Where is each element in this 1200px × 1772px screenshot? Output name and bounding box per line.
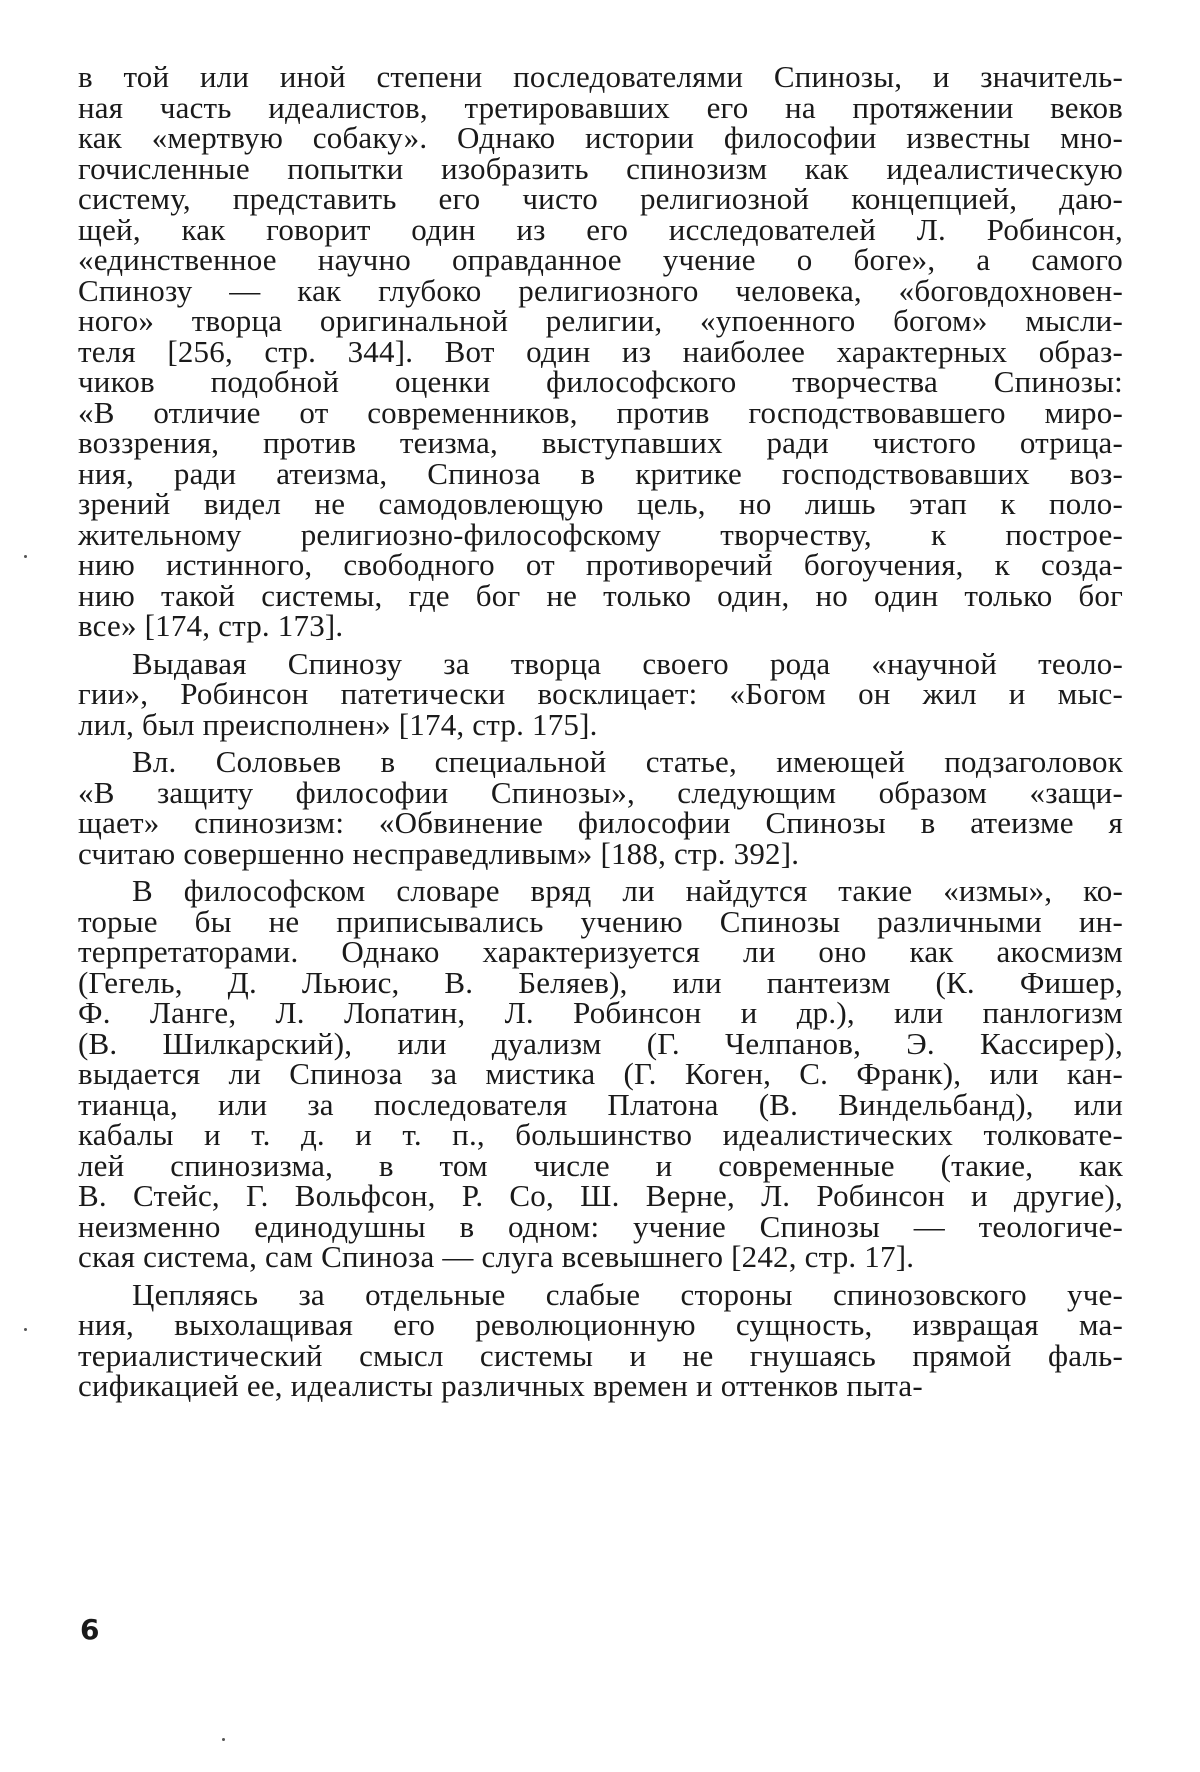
text-line: нию истинного, свободного от противоречий богоучения, к созда- xyxy=(78,547,1123,582)
text-line: «единственное научно оправданное учение о боге», а самого xyxy=(78,242,1123,277)
text-line: териалистический смысл системы и не гнушаясь прямой фаль- xyxy=(78,1337,1123,1373)
text-line: Вл. Соловьев в специальной статье, имеющей подзаголовок xyxy=(132,744,1123,779)
text-line: теля [256, стр. 344]. Вот один из наиболее характерных образ- xyxy=(78,333,1123,369)
text-line: щей, как говорит один из его исследователей Л. Робинсон, xyxy=(78,211,1123,247)
text-line: Спинозу — как глубоко религиозного человека, «боговдохновен- xyxy=(78,272,1123,308)
text-line: ного» творца оригинальной религии, «упоенного богом» мысли- xyxy=(78,303,1123,338)
text-line: В. Стейс, Г. Вольфсон, Р. Со, Ш. Верне, Л. Робинсон и другие), xyxy=(78,1178,1123,1213)
print-speck xyxy=(24,555,27,558)
text-line: лил, был преисполнен» [174, стр. 175]. xyxy=(78,706,598,742)
text-line: сификацией ее, идеалисты различных времен и оттенков пыта- xyxy=(78,1368,923,1403)
text-line: В философском словаре вряд ли найдутся такие «измы», ко- xyxy=(132,873,1123,908)
text-line: считаю совершенно несправедливым» [188, стр. 392]. xyxy=(78,835,800,871)
paragraph xyxy=(78,59,1123,643)
text-line: жительному религиозно-философскому творчеству, к построе- xyxy=(78,516,1123,552)
text-line: гии», Робинсон патетически восклицает: «Богом он жил и мыс- xyxy=(78,676,1123,711)
text-line: ская система, сам Спиноза — слуга всевышнего [242, стр. 17]. xyxy=(78,1239,915,1274)
text-line: все» [174, стр. 173]. xyxy=(78,608,344,643)
text-line: ния, выхолащивая его революционную сущность, извращая ма- xyxy=(78,1307,1123,1342)
text-line: систему, представить его чисто религиозной концепцией, даю- xyxy=(78,181,1123,216)
paragraph xyxy=(78,873,1123,1274)
page-number: 6 xyxy=(80,1613,100,1646)
text-line: воззрения, против теизма, выступавших ради чистого отрица- xyxy=(78,425,1123,460)
text-line: чиков подобной оценки философского творчества Спинозы: xyxy=(78,364,1123,399)
paragraph xyxy=(78,1276,1123,1403)
print-speck xyxy=(222,1738,225,1741)
text-line: в той или иной степени последователями Спинозы, и значитель- xyxy=(78,59,1123,94)
text-line: нию такой системы, где бог не только один, но один только бог xyxy=(78,577,1123,613)
text-line: торые бы не приписывались учению Спинозы различными ин- xyxy=(78,903,1123,939)
text-line: Ф. Ланге, Л. Лопатин, Л. Робинсон и др.), или панлогизм xyxy=(78,995,1123,1030)
text-line: (Гегель, Д. Льюис, В. Беляев), или пантеизм (К. Фишер, xyxy=(78,964,1123,1000)
text-line: выдается ли Спиноза за мистика (Г. Коген, С. Франк), или кан- xyxy=(78,1056,1123,1091)
paragraph xyxy=(78,645,1123,742)
text-line: лей спинозизма, в том числе и современные (такие, как xyxy=(78,1147,1123,1183)
text-line: «В отличие от современников, против господствовавшего миро- xyxy=(78,394,1123,430)
text-line: щает» спинозизм: «Обвинение философии Спинозы в атеизме я xyxy=(78,805,1123,840)
text-line: зрений видел не самодовлеющую цель, но лишь этап к поло- xyxy=(78,486,1123,521)
text-line: как «мертвую собаку». Однако истории философии известны мно- xyxy=(78,120,1123,155)
text-line: Выдавая Спинозу за творца своего рода «научной теоло- xyxy=(132,645,1123,681)
text-line: ная часть идеалистов, третировавших его на протяжении веков xyxy=(78,89,1123,125)
text-line: кабалы и т. д. и т. п., большинство идеалистических толковате- xyxy=(78,1117,1123,1152)
text-line: гочисленные попытки изобразить спинозизм как идеалистическую xyxy=(78,150,1123,186)
text-line: Цепляясь за отдельные слабые стороны спинозовского уче- xyxy=(132,1276,1123,1312)
text-line: неизменно единодушны в одном: учение Спинозы — теологиче- xyxy=(78,1208,1123,1244)
text-line: «В защиту философии Спинозы», следующим образом «защи- xyxy=(78,774,1123,810)
text-line: тианца, или за последователя Платона (В. Виндельбанд), или xyxy=(78,1086,1123,1122)
page-body-text xyxy=(78,59,1123,1409)
print-speck xyxy=(24,1328,27,1331)
text-line: (В. Шилкарский), или дуализм (Г. Челпанов, Э. Кассирер), xyxy=(78,1025,1123,1061)
text-line: ния, ради атеизма, Спиноза в критике господствовавших воз- xyxy=(78,455,1123,491)
paragraph xyxy=(78,744,1123,871)
text-line: терпретаторами. Однако характеризуется ли оно как акосмизм xyxy=(78,934,1123,969)
